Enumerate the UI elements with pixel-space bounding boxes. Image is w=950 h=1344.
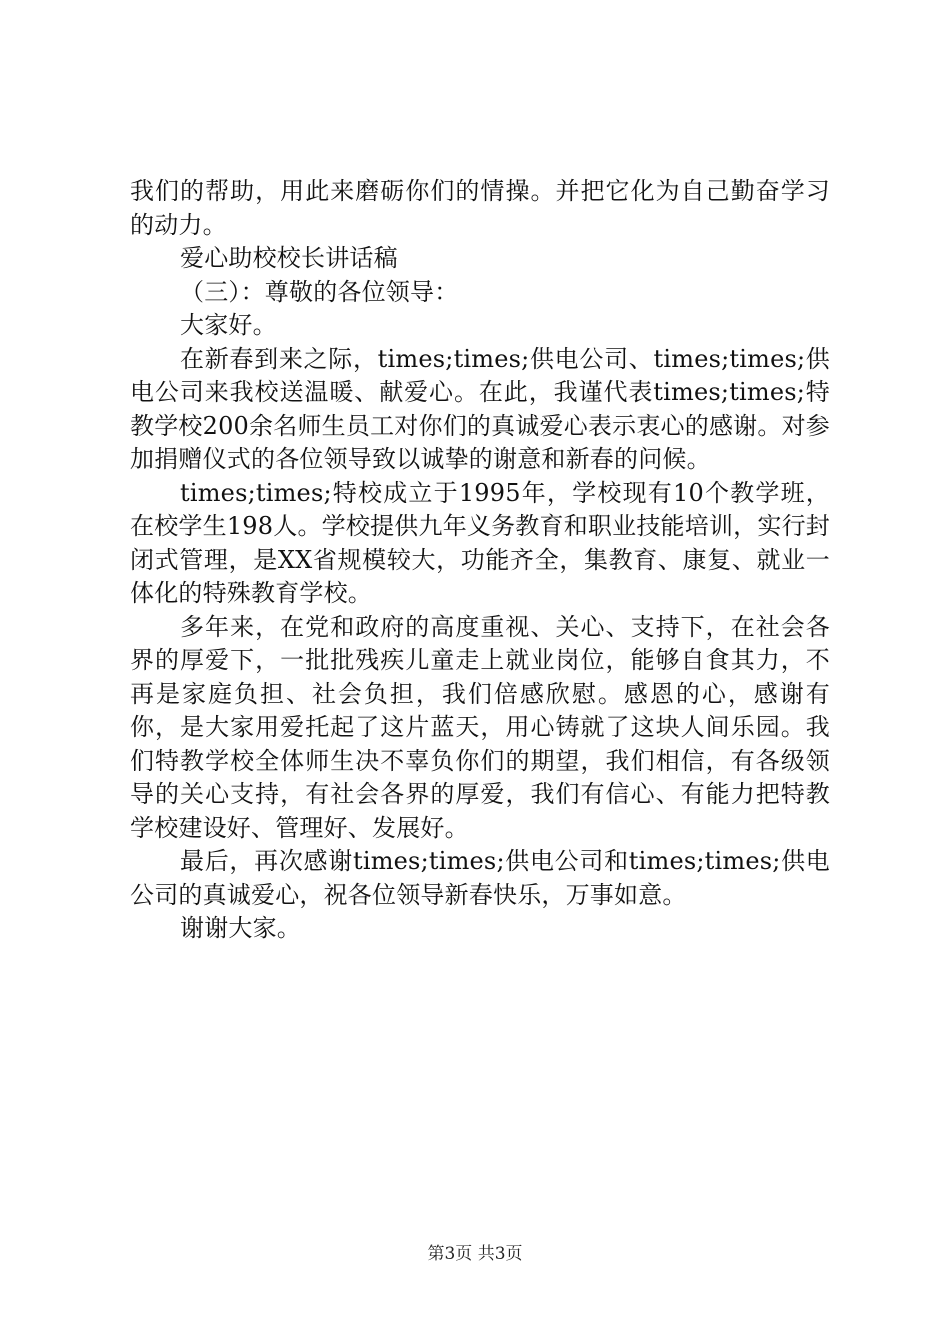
speech-title: 爱心助校校长讲话稿 bbox=[180, 244, 398, 272]
paragraph-continuation: 我们的帮助，用此来磨砺你们的情操。并把它化为自己勤奋学习的动力。 bbox=[130, 177, 830, 239]
document-body bbox=[130, 175, 830, 946]
greeting: 大家好。 bbox=[180, 311, 277, 339]
page-number-footer: 第3页 共3页 bbox=[427, 1244, 523, 1264]
paragraph-final-thanks: 谢谢大家。 bbox=[180, 914, 301, 942]
paragraph-thanks: 在新春到来之际，times;times;供电公司、times;times;供电公司来我校送温暖、献爱心。在此，我谨代表times;times;特教学校200余名师生员工对你们的真诚爱心表示衷心的感谢。对参加捐赠仪式的各位领导致以诚挚的谢意和新春的问候。 bbox=[130, 344, 830, 473]
paragraph-achievements: 多年来，在党和政府的高度重视、关心、支持下，在社会各界的厚爱下，一批批残疾儿童走上就业岗位，能够自食其力，不再是家庭负担、社会负担，我们倍感欣慰。感恩的心，感谢有你，是大家用爱托起了这片蓝天，用心铸就了这块人间乐园。我们特教学校全体师生决不辜负你们的期望，我们相信，有各级领导的关心支持，有社会各界的厚爱，我们有信心、有能力把特教学校建设好、管理好、发展好。 bbox=[130, 612, 830, 842]
salutation: （三）：尊敬的各位领导： bbox=[180, 277, 459, 306]
paragraph-closing: 最后，再次感谢times;times;供电公司和times;times;供电公司的真诚爱心，祝各位领导新春快乐，万事如意。 bbox=[130, 847, 830, 909]
paragraph-school-intro: times;times;特校成立于1995年，学校现有10个教学班，在校学生198人。学校提供九年义务教育和职业技能培训，实行封闭式管理，是XX省规模较大，功能齐全，集教育、康复、就业一体化的特殊教育学校。 bbox=[130, 478, 830, 607]
